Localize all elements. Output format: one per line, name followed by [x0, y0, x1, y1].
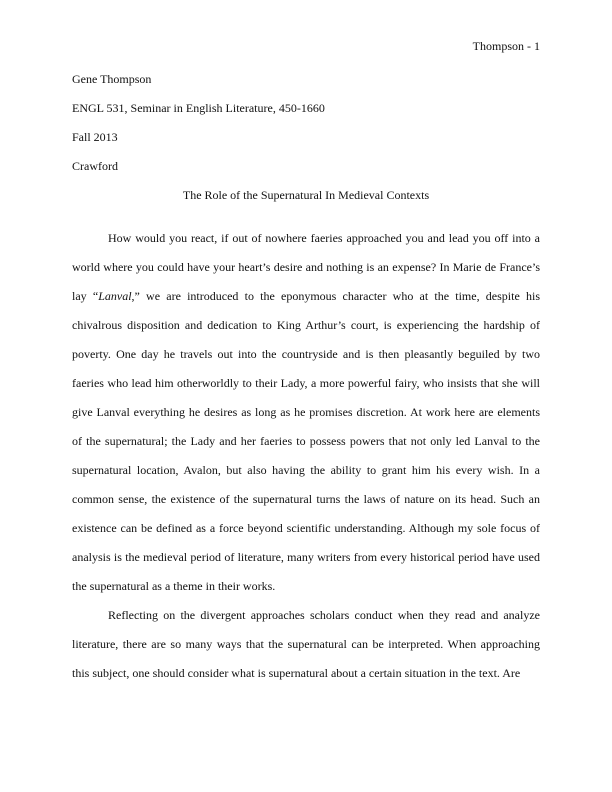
heading-author: Gene Thompson	[72, 72, 152, 86]
paragraph-text-before-italic: How would you react, if out of nowhere faeries approached you and lead you off into a world where you could have your heart’s desire and nothing is an expense? In Marie de France’s lay “	[72, 231, 540, 303]
heading-instructor: Crawford	[72, 159, 118, 173]
heading-course: ENGL 531, Seminar in English Literature, 450-1660	[72, 101, 325, 115]
running-head-page-number: Thompson - 1	[472, 39, 540, 53]
heading-term: Fall 2013	[72, 130, 118, 144]
paper-title: The Role of the Supernatural In Medieval Contexts	[182, 188, 430, 202]
italic-work-title: Lanval	[98, 289, 132, 303]
document-body	[72, 72, 540, 688]
paragraph-text: Reflecting on the divergent approaches scholars conduct when they read and analyze literature, there are so many ways that the supernatural can be interpreted. When approaching this subject, one should consider what is supernatural about a certain situation in the text. Are	[72, 608, 540, 680]
body-paragraph	[72, 601, 540, 688]
body-paragraph	[72, 217, 540, 601]
paragraph-text-after-italic: ,” we are introduced to the eponymous character who at the time, despite his chivalrous disposition and dedication to King Arthur’s court, is experiencing the hardship of poverty. One day he travels out into the countryside and is then pleasantly beguiled by two faeries who lead him otherworldly to their Lady, a more powerful fairy, who insists that she will give Lanval everything he desires as long as he promises discretion. At work here are elements of the supernatural; the Lady and her faeries to possess powers that not only led Lanval to the supernatural location, Avalon, but also having the ability to grant him his every wish. In a common sense, the existence of the supernatural turns the laws of nature on its head. Such an existence can be defined as a force beyond scientific understanding. Although my sole focus of analysis is the medieval period of literature, many writers from every historical period have used the supernatural as a theme in their works.	[72, 289, 540, 593]
